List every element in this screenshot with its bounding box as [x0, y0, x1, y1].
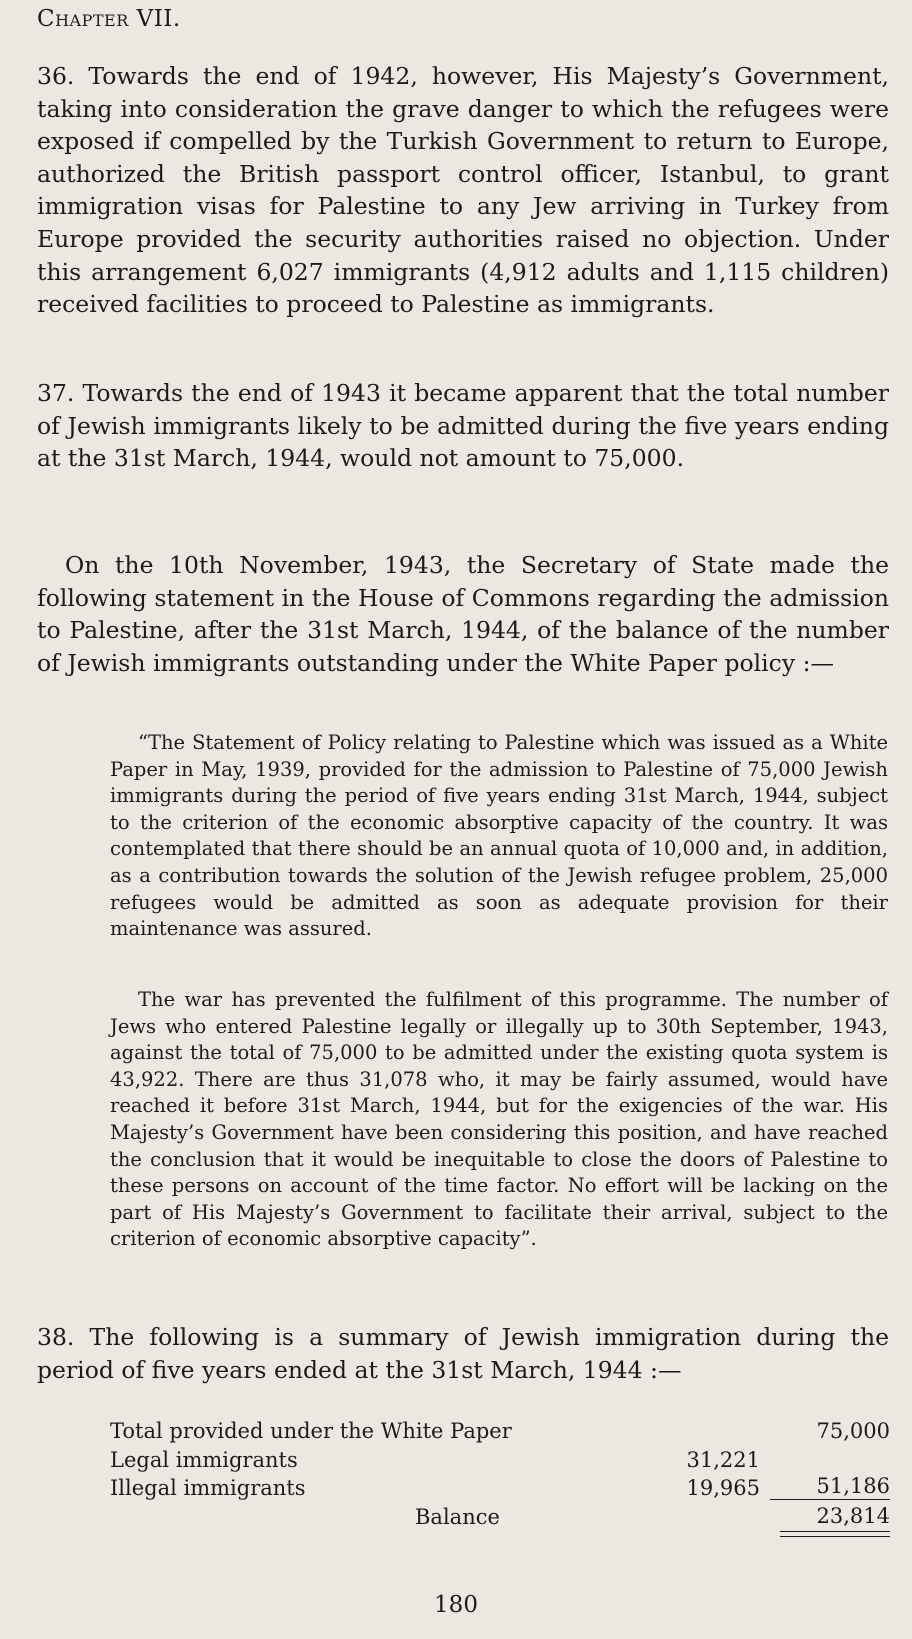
summary-value: 31,221	[686, 1447, 760, 1472]
summary-label: Balance	[415, 1504, 500, 1529]
paragraph-38: 38. The following is a summary of Jewish immigration during the period of five years ended at the 31st March, 1944 :—	[37, 1323, 889, 1384]
summary-label: Illegal immigrants	[110, 1476, 306, 1500]
summary-row-illegal	[110, 1474, 890, 1503]
summary-subtotal: 51,186	[770, 1474, 890, 1500]
paragraph-36: 36. Towards the end of 1942, however, His Majesty’s Government, taking into consideration the grave danger to which the refugees were exposed if compelled by the Turkish Government to return to Europe, authorized the British passport control officer, Istanbul, to grant immigration visas for Palestine to any Jew arriving in Turkey from Europe provided the security authorities raised no objection. Under this arrangement 6,027 immigrants (4,912 adults and 1,115 children) received facilities to proceed to Palestine as immigrants.	[37, 62, 889, 319]
paragraph-37-statement-intro: On the 10th November, 1943, the Secretary of State made the following statement in the House of Commons regarding the admission to Palestine, after the 31st March, 1944, of the balance of the number of Jewish immigrants outstanding under the White Paper policy :—	[37, 551, 889, 677]
quoted-statement-para-1: “The Statement of Policy relating to Palestine which was issued as a White Paper in May, 1939, provided for the admission to Palestine of 75,000 Jewish immigrants during the period of five years ending 31st March, 1944, subject to the criterion of the economic absorptive capacity of the country. It was contemplated that there should be an annual quota of 10,000 and, in addition, as a contribution towards the solution of the Jewish refugee problem, 25,000 refugees would be admitted as soon as adequate provision for their maintenance was assured.	[110, 731, 888, 941]
summary-label: Total provided under the White Paper	[110, 1419, 512, 1443]
double-underline-rule	[780, 1531, 890, 1537]
paragraph-37: 37. Towards the end of 1943 it became apparent that the total number of Jewish immigrants likely to be admitted during the five years ending at the 31st March, 1944, would not amount to 75,000.	[37, 379, 889, 473]
summary-value: 75,000	[816, 1419, 890, 1443]
chapter-heading	[37, 6, 181, 32]
summary-label: Legal immigrants	[110, 1447, 298, 1472]
page-number: 180	[434, 1592, 478, 1618]
summary-row-total	[110, 1417, 890, 1446]
quoted-statement-para-2: The war has prevented the fulfilment of this programme. The number of Jews who entered Palestine legally or illegally up to 30th September, 1943, against the total of 75,000 to be admitted under the existing quota system is 43,922. There are thus 31,078 who, it may be fairly assumed, would have reached it before 31st March, 1944, but for the exigencies of the war. His Majesty’s Government have been considering this position, and have reached the conclusion that it would be inequitable to close the doors of Palestine to these persons on account of the time factor. No effort will be lacking on the part of His Majesty’s Government to facilitate their arrival, subject to the criterion of economic absorptive capacity”.	[110, 988, 888, 1251]
summary-row-balance	[110, 1503, 890, 1532]
summary-value: 19,965	[686, 1476, 760, 1500]
immigration-summary-table	[110, 1417, 890, 1531]
chapter-heading-text: Chapter VII.	[37, 6, 181, 32]
summary-balance-value: 23,814	[816, 1503, 890, 1528]
summary-row-legal	[110, 1446, 890, 1475]
